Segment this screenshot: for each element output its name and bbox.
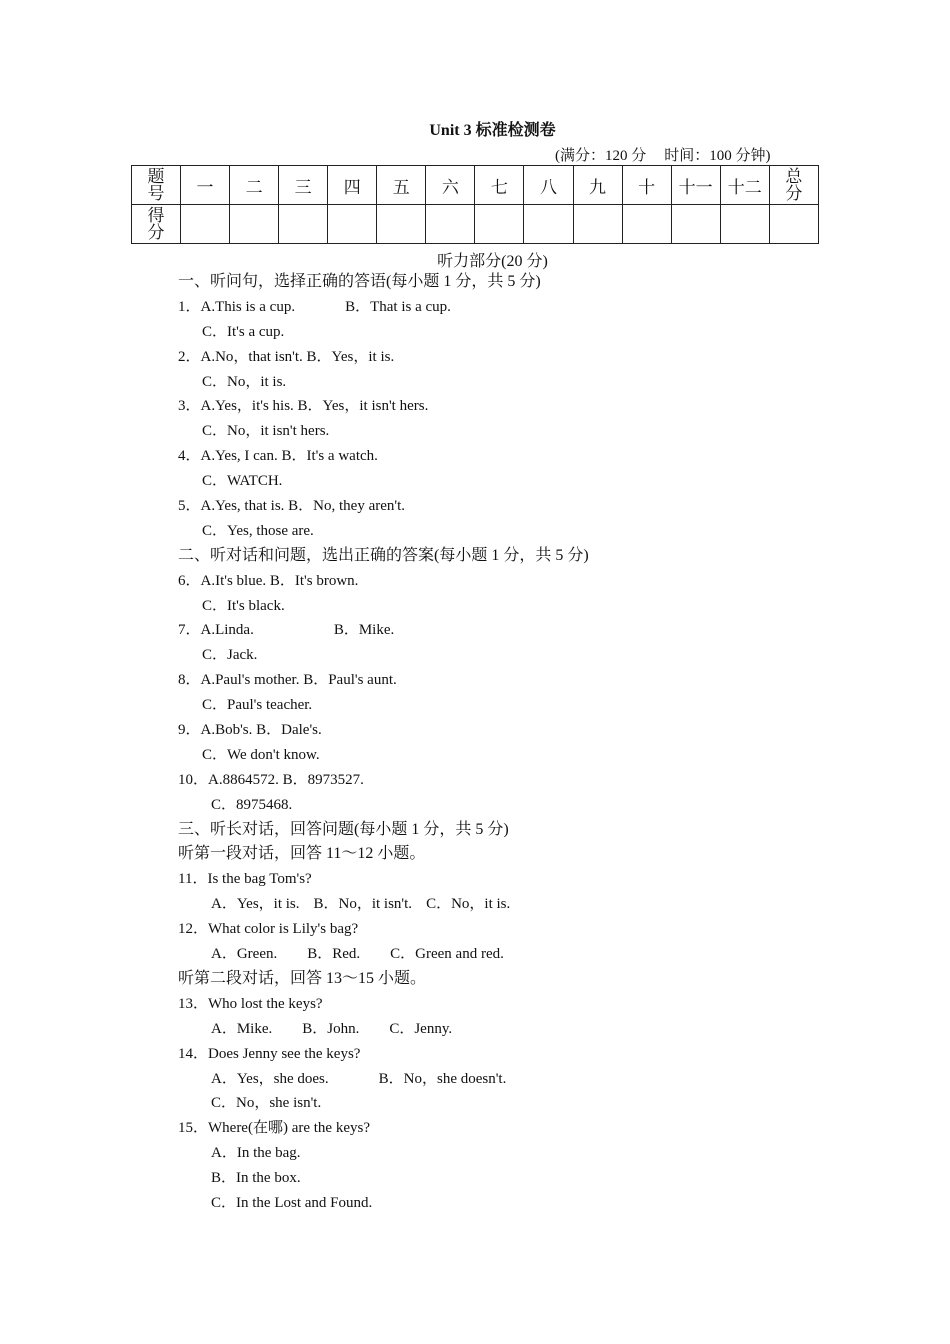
score-cell — [622, 205, 671, 244]
question-options — [178, 295, 898, 320]
option-c: C．8975468. — [211, 796, 293, 813]
score-cell — [573, 205, 622, 244]
page-title: Unit 3 标准检测卷 — [429, 122, 556, 139]
option-b: B．In the box. — [211, 1170, 301, 1187]
option-c: C．In the Lost and Found. — [211, 1194, 373, 1211]
column-header: 十二 — [720, 166, 769, 205]
question-options — [178, 1067, 898, 1092]
question-options: 6．A.It's blue. B．It's brown. — [178, 572, 359, 589]
score-cell — [426, 205, 475, 244]
dialogue-instruction: 听第二段对话，回答 13～15 小题。 — [178, 969, 427, 987]
time-limit: 时间：100 分钟) — [664, 148, 771, 164]
option-b: B．That is a cup. — [345, 298, 451, 315]
column-header: 二 — [230, 166, 279, 205]
question-text: 13．Who lost the keys? — [178, 995, 323, 1012]
question-text: 15．Where(在哪) are the keys? — [178, 1120, 370, 1137]
question-options: 8．A.Paul's mother. B．Paul's aunt. — [178, 672, 397, 689]
score-cell — [328, 205, 377, 244]
option-c: C．It's black. — [202, 597, 285, 614]
score-table — [131, 165, 819, 244]
column-header: 七 — [475, 166, 524, 205]
score-table-score-row — [132, 205, 819, 244]
score-cell — [181, 205, 230, 244]
option-c: C．No，she isn't. — [211, 1095, 322, 1112]
question-text: 12．What color is Lily's bag? — [178, 921, 359, 938]
question-options: 3．A.Yes，it's his. B．Yes，it isn't hers. — [178, 398, 429, 415]
column-header: 一 — [181, 166, 230, 205]
question-options: 10．A.8864572. B．8973527. — [178, 771, 364, 788]
question-options: 2．A.No，that isn't. B．Yes，it is. — [178, 348, 395, 365]
label-char: 分 — [147, 223, 165, 242]
label-char: 号 — [147, 184, 165, 203]
score-cell — [279, 205, 328, 244]
question-options — [178, 892, 898, 917]
column-header: 四 — [328, 166, 377, 205]
option-b: B．No，it isn't. — [313, 896, 413, 913]
question-list — [178, 270, 898, 1216]
score-cell — [475, 205, 524, 244]
question-text: 14．Does Jenny see the keys? — [178, 1045, 361, 1062]
column-header: 六 — [426, 166, 475, 205]
option-c: C．Jack. — [202, 647, 258, 664]
column-header: 十一 — [671, 166, 720, 205]
full-score: (满分：120 分 — [555, 148, 647, 164]
option-a: 1．A.This is a cup. — [178, 298, 296, 315]
score-cell — [230, 205, 279, 244]
label-char: 分 — [785, 184, 803, 203]
question-options — [178, 942, 898, 967]
section-heading: 二、听对话和问题，选出正确的答案(每小题 1 分，共 5 分) — [178, 546, 589, 564]
score-cell — [524, 205, 573, 244]
exam-meta — [555, 144, 771, 165]
label-char: 题 — [147, 167, 165, 186]
option-b: B．Mike. — [333, 622, 395, 639]
score-label — [132, 205, 181, 244]
listening-part-heading: 听力部分(20 分) — [437, 253, 548, 270]
question-options: 9．A.Bob's. B．Dale's. — [178, 722, 322, 739]
option-b: B．Red. — [307, 946, 361, 963]
question-options: 5．A.Yes, that is. B．No, they aren't. — [178, 498, 405, 515]
score-table-header-row — [132, 166, 819, 205]
option-c: C．No，it is. — [202, 373, 287, 390]
question-options — [178, 1017, 898, 1042]
column-header: 十 — [622, 166, 671, 205]
option-b: B．No，she doesn't. — [378, 1070, 507, 1087]
option-c: C．Yes, those are. — [202, 522, 314, 539]
question-options — [178, 618, 898, 643]
question-text: 11．Is the bag Tom's? — [178, 871, 312, 888]
section-heading: 三、听长对话，回答问题(每小题 1 分，共 5 分) — [178, 820, 509, 838]
option-c: C．We don't know. — [202, 746, 320, 763]
option-a: A．In the bag. — [211, 1145, 301, 1162]
option-a: A．Mike. — [211, 1020, 273, 1037]
option-c: C．No，it is. — [426, 896, 511, 913]
question-number-label — [132, 166, 181, 205]
score-cell — [769, 205, 818, 244]
column-header: 三 — [279, 166, 328, 205]
score-cell — [720, 205, 769, 244]
score-cell — [671, 205, 720, 244]
column-header: 五 — [377, 166, 426, 205]
option-a: A．Yes，she does. — [211, 1070, 329, 1087]
question-options: 4．A.Yes, I can. B．It's a watch. — [178, 448, 378, 465]
option-c: C．Green and red. — [390, 946, 504, 963]
option-b: B．John. — [302, 1020, 360, 1037]
total-label — [769, 166, 818, 205]
dialogue-instruction: 听第一段对话，回答 11～12 小题。 — [178, 845, 426, 863]
label-char: 总 — [785, 167, 803, 186]
option-c: C．It's a cup. — [202, 323, 285, 340]
score-cell — [377, 205, 426, 244]
label-char: 得 — [147, 206, 165, 225]
option-a: 7．A.Linda. — [178, 622, 254, 639]
option-c: C．Jenny. — [389, 1020, 453, 1037]
option-c: C．WATCH. — [202, 473, 283, 490]
option-a: A．Green. — [211, 946, 278, 963]
section-heading: 一、听问句，选择正确的答语(每小题 1 分，共 5 分) — [178, 273, 541, 290]
option-c: C．No，it isn't hers. — [202, 423, 330, 440]
option-c: C．Paul's teacher. — [202, 697, 313, 714]
column-header: 九 — [573, 166, 622, 205]
column-header: 八 — [524, 166, 573, 205]
option-a: A．Yes，it is. — [211, 896, 300, 913]
